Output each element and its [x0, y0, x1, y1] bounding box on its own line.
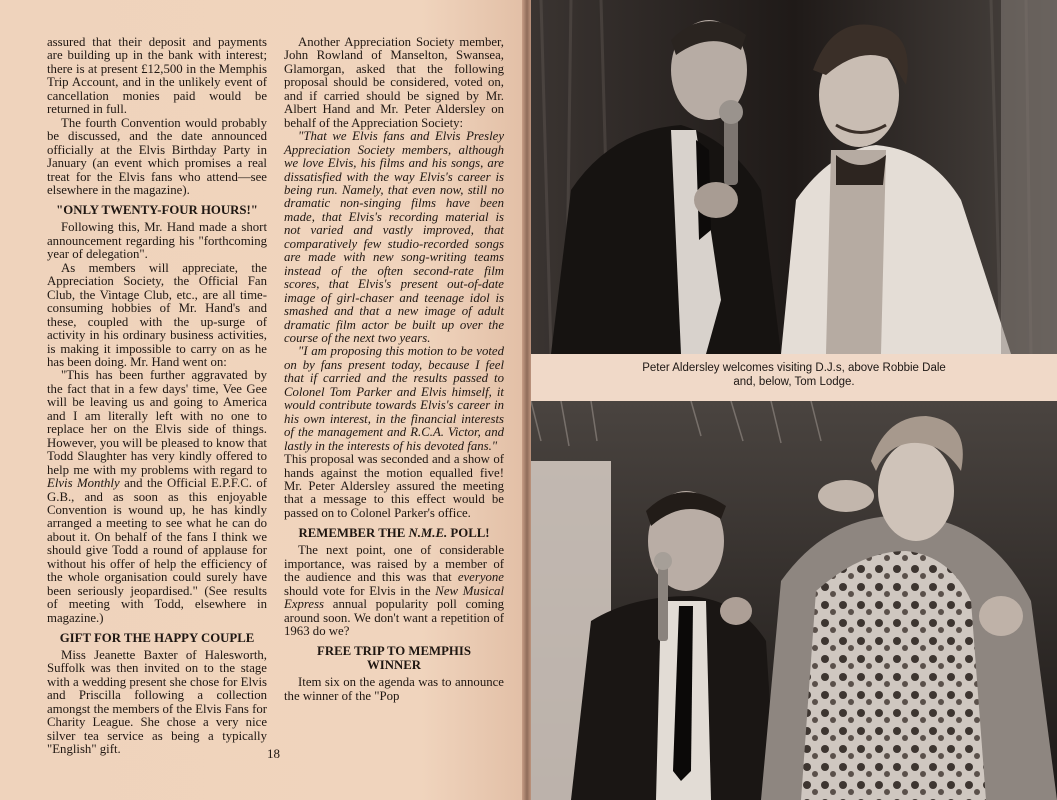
- paragraph-text: The next point, one of considerable importance, was raised by a member of the audience and this was that: [284, 543, 504, 585]
- quoted-proposal: "I am proposing this motion to be voted on by fans present today, because I feel that if carried and the results passed to Colonel Tom Parker and Elvis himself, it would contribute towards Elvis's career in his own interest, in the financial interests of the management and R.C.A. Victor, and lastly in the interests of his devoted fans.": [284, 344, 504, 453]
- paragraph: As members will appreciate, the Appreciation Society, the Official Fan Club, the Vintage Club, etc., are all time-consuming hobbies of Mr. Hand's and these, coupled with the up-surge of activity in his ordinary business activities, is making it impossible to carry on as he has been doing. Mr. Hand went on:: [47, 260, 267, 369]
- paragraph: assured that their deposit and payments are building up in the bank with interest; there is at present £12,500 in the Memphis Trip Account, and in the unlikely event of cancellation monies paid would be returned in full.: [47, 35, 267, 117]
- top-photo: [531, 0, 1057, 354]
- caption-line: Peter Aldersley welcomes visiting D.J.s, above Robbie Dale: [642, 362, 946, 374]
- section-heading: GIFT FOR THE HAPPY COUPLE: [59, 631, 255, 646]
- paragraph-text: should vote for Elvis in the: [284, 583, 436, 598]
- paragraph: Miss Jeanette Baxter of Halesworth, Suffolk was then invited on to the stage with a wedding present she chose for Elvis and Priscilla following a collection amongst the members of the Elvis Fans for Charity League. She chose a very nice silver tea service as being a typically "English" gift.: [47, 648, 267, 757]
- paragraph: [47, 369, 267, 625]
- bottom-photo-image: [531, 401, 1057, 800]
- paragraph: Another Appreciation Society member, John Rowland of Manselton, Swansea, Glamorgan, asked that the following proposal should be considered, voted on, and if carried should be signed by Mr. Albert Hand and Mr. Peter Aldersley on behalf of the Appreciation Society:: [284, 35, 504, 130]
- emphasis: everyone: [457, 570, 504, 585]
- paragraph-text: "This has been further aggravated by the fact that in a few days' time, Vee Gee will be leaving us and going to America and I am literally left with no one to replace her on the Elvis side of things. However, you will be pleased to know that Todd Slaughter has very kindly offered to help me with my problems with regard to: [47, 368, 267, 477]
- section-heading: FREE TRIP TO MEMPHIS WINNER: [317, 644, 471, 673]
- caption-line: and, below, Tom Lodge.: [733, 376, 855, 388]
- left-page: [0, 0, 526, 800]
- publication-name: New Musical Express: [284, 583, 504, 612]
- bottom-photo: [531, 401, 1057, 800]
- heading-text: REMEMBER THE: [298, 526, 409, 541]
- heading-text: POLL!: [447, 526, 490, 541]
- heading-italic: N.M.E.: [408, 526, 448, 541]
- top-photo-image: [531, 0, 1057, 354]
- section-heading: "ONLY TWENTY-FOUR HOURS!": [56, 203, 258, 218]
- magazine-title: Elvis Monthly: [47, 476, 120, 491]
- paragraph: This proposal was seconded and a show of hands against the motion equalled five! Mr. Peter Aldersley assured the meeting that a message to this effect would be passed on to Colonel Parker's office.: [284, 452, 504, 520]
- text-column-1: [47, 36, 267, 757]
- paragraph: Item six on the agenda was to announce the winner of the "Pop: [284, 675, 504, 703]
- paragraph: The fourth Convention would probably be discussed, and the date announced officially at the Elvis Birthday Party in January (an event which promises a real treat for the Elvis fans who attend—see elsewhere in the magazine).: [47, 115, 267, 197]
- photo-caption: [531, 361, 1057, 389]
- right-page: [531, 0, 1057, 800]
- paragraph-text: and the Official E.P.F.C. of G.B., and as soon as this enjoyable Convention is wound up, he has kindly arranged a meeting to see what he can do about it. On behalf of the fans I think we should give Todd a round of applause for without his offer of help the efficiency of the whole organisation could surely have been seriously jeopardised." (See results of meeting with Todd, elsewhere in magazine.): [47, 476, 268, 625]
- page-number: 18: [267, 746, 280, 761]
- quoted-proposal: "That we Elvis fans and Elvis Presley Appreciation Society members, although we love Elvis, his films and his songs, are dissatisfied with the way Elvis's career is being run. Namely, that even now, still no dramatic non-singing films have been made, that Elvis's recording material is not varied and vastly improved, that comparatively few studio-recorded songs are made with new song-writing teams instead of the often second-rate film scores, that Elvis's present out-of-date image of girl-chaser and teenage idol is smashed and that a new image of adult dramatic film actor be built up over the course of the next two years.: [284, 129, 504, 345]
- paragraph: [284, 544, 504, 638]
- paragraph-text: annual popularity poll coming around soon. We don't want a repetition of 1963 do we?: [284, 597, 504, 639]
- text-column-2: [284, 36, 504, 703]
- paragraph: Following this, Mr. Hand made a short announcement regarding his "forthcoming year of delegation".: [47, 220, 267, 262]
- section-heading: [284, 526, 504, 540]
